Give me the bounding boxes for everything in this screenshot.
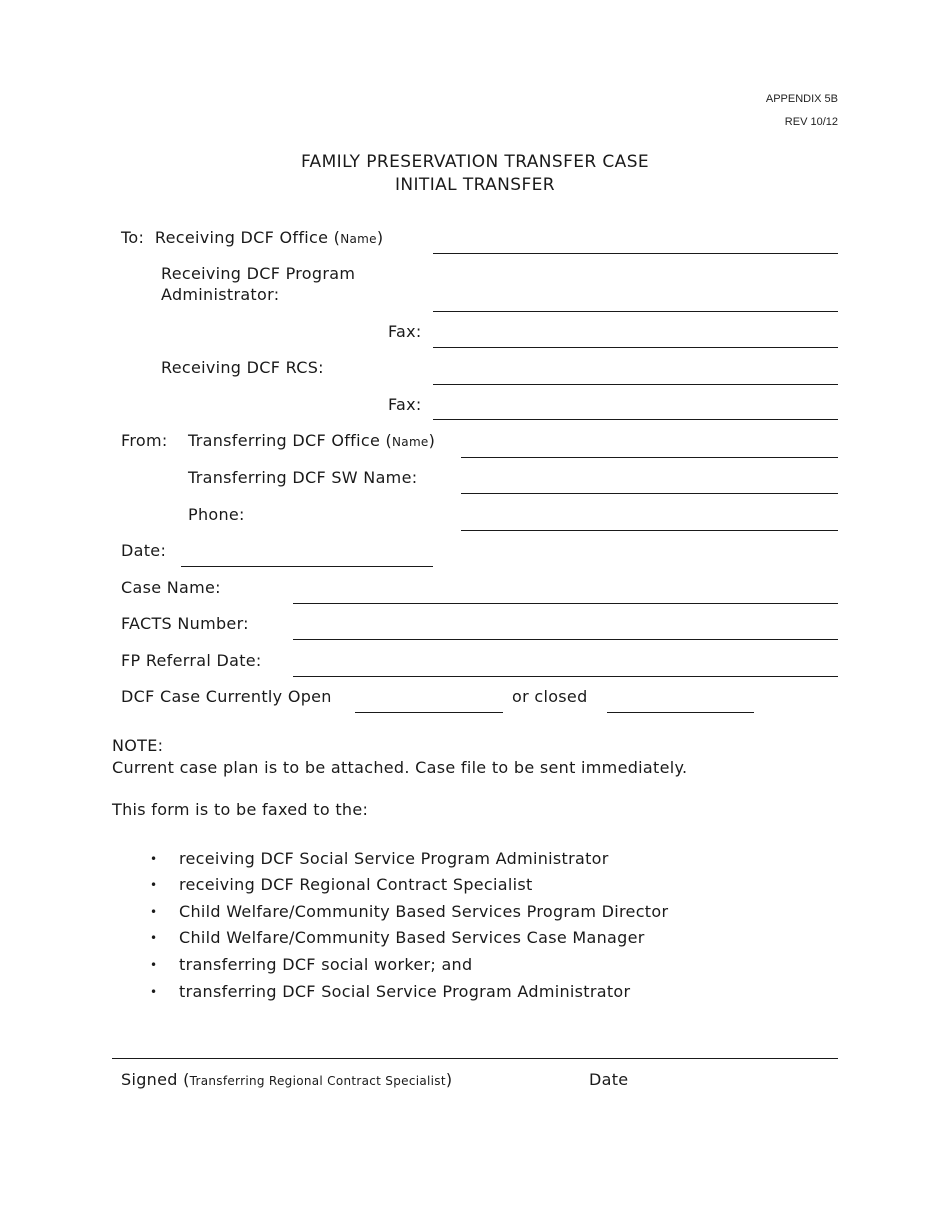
program-admin-fax-field[interactable] [433,326,838,348]
list-item: receiving DCF Regional Contract Specialist [179,875,533,894]
phone-field[interactable] [461,509,838,531]
case-open-field[interactable] [355,691,503,713]
bullet-icon: • [150,878,158,892]
program-admin-field[interactable] [433,290,838,312]
signed-label [121,1070,452,1089]
receiving-office-field[interactable] [433,232,838,254]
facts-number-label: FACTS Number: [121,614,249,633]
transferring-sw-label: Transferring DCF SW Name: [188,468,418,487]
bullet-icon: • [150,958,158,972]
form-title: FAMILY PRESERVATION TRANSFER CASE [300,152,650,172]
case-closed-label: or closed [512,687,588,706]
from-prefix: From: [121,431,168,450]
receiving-office-label: Receiving DCF Office ( [154,228,341,247]
program-admin-fax-label: Fax: [388,322,422,341]
list-item: Child Welfare/Community Based Services Program Director [179,902,669,921]
facts-number-field[interactable] [293,618,838,640]
list-item: transferring DCF social worker; and [179,955,473,974]
revision-label: REV 10/12 [784,116,838,128]
fax-intro: This form is to be faxed to the: [112,800,369,819]
receiving-office-name-hint: Name [340,232,377,246]
bullet-icon: • [150,852,158,866]
transferring-sw-field[interactable] [461,472,838,494]
receiving-rcs-label: Receiving DCF RCS: [161,358,324,377]
transferring-office-field[interactable] [461,436,838,458]
date-label: Date: [121,541,167,560]
to-office-label [121,228,383,247]
bullet-icon: • [150,931,158,945]
bullet-icon: • [150,985,158,999]
receiving-rcs-field[interactable] [433,363,838,385]
note-heading: NOTE: [112,736,164,755]
rcs-fax-field[interactable] [433,398,838,420]
signed-close: ) [445,1070,453,1089]
list-item: transferring DCF Social Service Program Administrator [179,982,631,1001]
case-closed-field[interactable] [607,691,754,713]
case-open-label: DCF Case Currently Open [121,687,332,706]
form-subtitle: INITIAL TRANSFER [394,175,556,195]
program-admin-label-line1: Receiving DCF Program [161,264,356,283]
list-item: receiving DCF Social Service Program Administrator [179,849,609,868]
receiving-office-close: ) [376,228,384,247]
bullet-icon: • [150,905,158,919]
phone-label: Phone: [188,505,245,524]
transferring-office-name-hint: Name [392,435,429,449]
list-item: Child Welfare/Community Based Services Case Manager [179,928,645,947]
fp-referral-date-label: FP Referral Date: [121,651,262,670]
case-name-label: Case Name: [121,578,221,597]
transferring-office-label [188,431,435,450]
date-field[interactable] [181,545,433,567]
program-admin-label-line2: Administrator: [161,285,280,304]
note-text: Current case plan is to be attached. Case file to be sent immediately. [112,758,688,777]
signature-date-label: Date [589,1070,629,1089]
to-prefix: To: [121,228,145,247]
signed-text: Signed ( [121,1070,190,1089]
transferring-office-text: Transferring DCF Office ( [188,431,393,450]
fp-referral-date-field[interactable] [293,655,838,677]
signature-field[interactable] [112,1037,838,1059]
case-name-field[interactable] [293,582,838,604]
rcs-fax-label: Fax: [388,395,422,414]
signed-hint: Transferring Regional Contract Specialist [189,1074,446,1088]
transferring-office-close: ) [428,431,436,450]
appendix-label: APPENDIX 5B [765,93,838,105]
